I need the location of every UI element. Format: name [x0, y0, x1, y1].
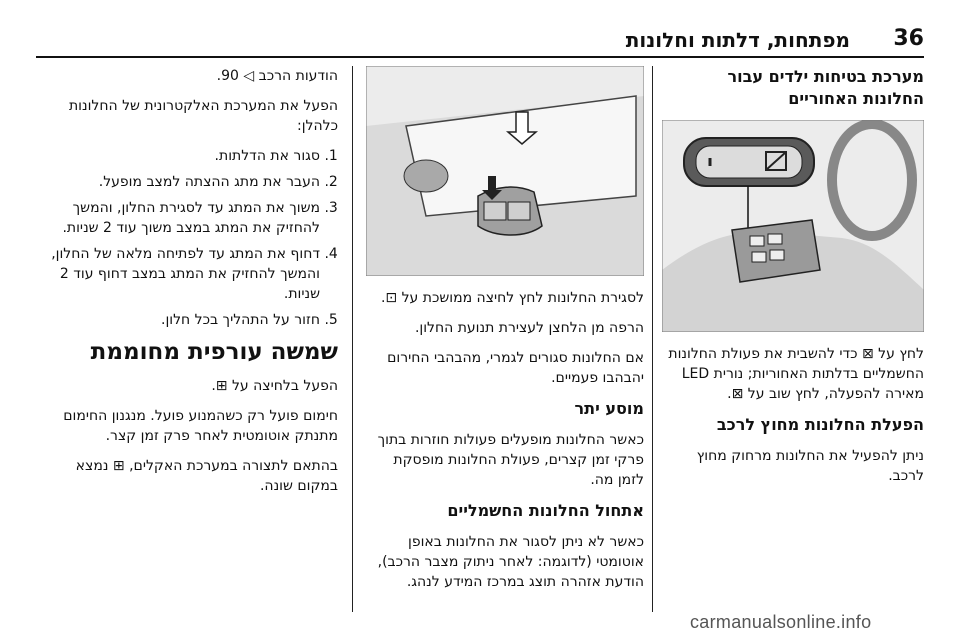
key-remote-drawing — [366, 66, 644, 276]
initialisation-steps — [36, 146, 338, 330]
child-safety-text: לחץ על ⊠ כדי להשבית את פעולת החלונות החשמליים בדלתות האחוריות; נורית LED מאירה להפעלה, לחץ שוב על ⊠. — [668, 346, 924, 402]
overload-heading: מוסע יתר — [574, 399, 644, 418]
middle-column — [366, 66, 644, 602]
key-window-illustration — [366, 66, 644, 276]
activate-electronics-text: הפעל את המערכת האלקטרונית של החלונות כלהלן: — [68, 98, 338, 134]
heated-rear-window-heading: שמשה עורפית מחוממת — [90, 339, 338, 365]
remote-operation-text: ניתן להפעיל את החלונות מרחוק מחוץ לרכב. — [696, 448, 924, 484]
heated-rear-window-activate: הפעל בלחיצה על ⊞. — [211, 378, 338, 394]
header-rule — [36, 56, 924, 58]
initialise-windows-heading: אתחול החלונות החשמליים — [447, 501, 644, 520]
step-3: 3. משוך את המתג עד לסגירת החלון, והמשך להחזיק את המתג במצב משוך עוד 2 שניות. — [36, 198, 320, 238]
hazard-flash-text: אם החלונות סגורים לגמרי, מהבהבי החירום יהבהבו פעמיים. — [387, 350, 644, 386]
window-switch-illustration — [662, 120, 924, 332]
overload-text: כאשר החלונות מופעלים פעולות חוזרות בתוך פרקי זמן קצרים, פעולת החלונות מופסקת לזמן מה. — [377, 432, 644, 488]
vehicle-messages-ref: הודעות הרכב ◁ 90. — [216, 68, 338, 84]
heated-rear-window-location: בהתאם לתצורה במערכת האקלים, ⊞ נמצא במקום שונה. — [75, 458, 338, 494]
close-windows-text: לסגירת החלונות לחץ לחיצה ממושכת על ⊡. — [380, 290, 644, 306]
remote-operation-heading: הפעלת החלונות מחוץ לרכב — [716, 415, 924, 434]
right-column — [662, 66, 924, 496]
column-divider-left — [352, 66, 353, 612]
release-button-text: הרפה מן הלחצן לעצירת תנועת החלון. — [414, 320, 644, 336]
initialise-windows-text: כאשר לא ניתן לסגור את החלונות באופן אוטומטי (לדוגמה: לאחר ניתוק מצבר הרכב), הודעת אזהרה תוצג במרכז המידע לנהג. — [377, 534, 644, 590]
column-divider-right — [652, 66, 653, 612]
heated-rear-window-info: חימום פועל רק כשהמנוע פועל. מנגנון החימום מתנתק אוטומטית לאחר פרק זמן קצר. — [63, 408, 338, 444]
left-column — [36, 66, 338, 506]
window-switch-drawing — [662, 120, 924, 332]
child-safety-heading: מערכת בטיחות ילדים עבור החלונות האחוריים — [727, 67, 924, 108]
page-title: מפתחות, דלתות וחלונות — [625, 28, 850, 52]
page-number: 36 — [893, 26, 924, 51]
step-2: 2. העבר את מתג ההצתה למצב מופעל. — [36, 172, 320, 192]
watermark: carmanualsonline.info — [690, 612, 872, 632]
step-5: 5. חזור על התהליך בכל חלון. — [36, 310, 320, 330]
page-header — [0, 0, 960, 58]
step-1: 1. סגור את הדלתות. — [36, 146, 320, 166]
step-4: 4. דחוף את המתג עד לפתיחה מלאה של החלון, והמשך להחזיק את המתג במצב דחוף עוד 2 שניות. — [36, 244, 320, 304]
